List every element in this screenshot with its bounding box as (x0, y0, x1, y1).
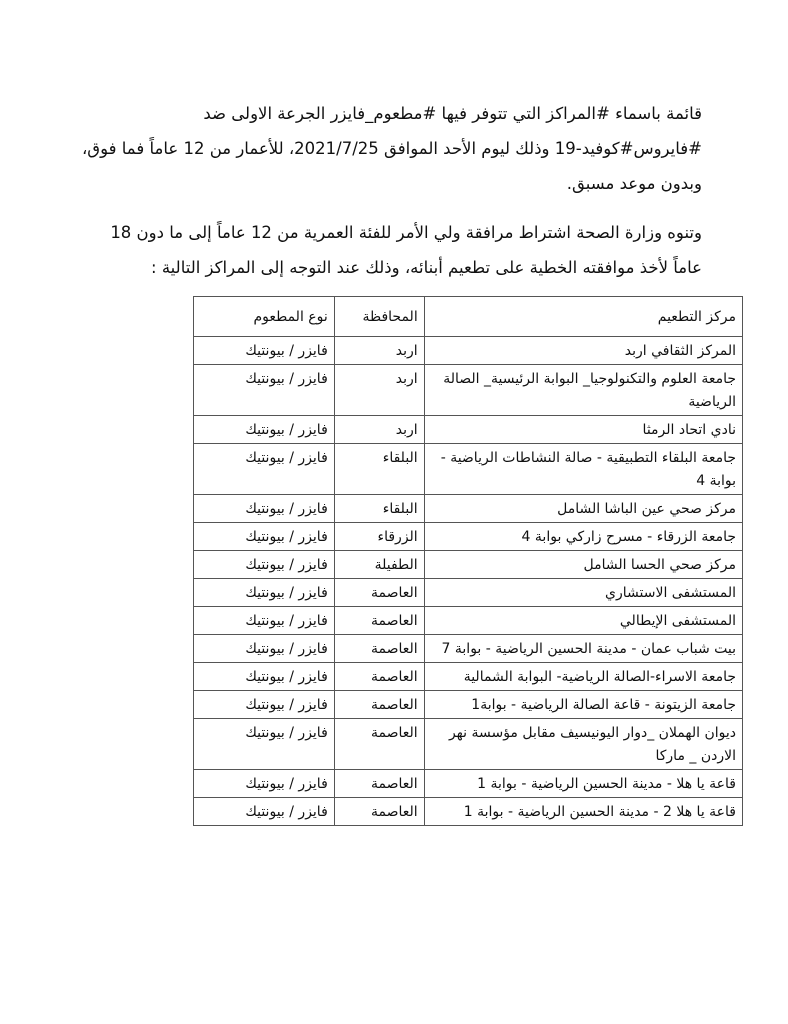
cell-vaccine: فايزر / بيونتيك (194, 607, 335, 635)
cell-center: جامعة الزرقاء - مسرح زاركي بوابة 4 (424, 523, 742, 551)
cell-governorate: اربد (334, 365, 424, 416)
cell-governorate: العاصمة (334, 607, 424, 635)
cell-vaccine: فايزر / بيونتيك (194, 337, 335, 365)
cell-center: نادي اتحاد الرمثا (424, 416, 742, 444)
cell-vaccine: فايزر / بيونتيك (194, 495, 335, 523)
cell-governorate: البلقاء (334, 495, 424, 523)
cell-center: قاعة يا هلا 2 - مدينة الحسين الرياضية - بوابة 1 (424, 798, 742, 826)
table-row (194, 337, 743, 365)
cell-vaccine: فايزر / بيونتيك (194, 635, 335, 663)
cell-vaccine: فايزر / بيونتيك (194, 416, 335, 444)
cell-governorate: العاصمة (334, 635, 424, 663)
vaccination-centers-table (193, 296, 743, 826)
cell-vaccine: فايزر / بيونتيك (194, 365, 335, 416)
table-row (194, 365, 743, 416)
cell-center: جامعة الاسراء-الصالة الرياضية- البوابة الشمالية (424, 663, 742, 691)
cell-governorate: العاصمة (334, 719, 424, 770)
cell-center: جامعة العلوم والتكنولوجيا_ البوابة الرئيسية_ الصالة الرياضية (424, 365, 742, 416)
cell-governorate: العاصمة (334, 691, 424, 719)
cell-vaccine: فايزر / بيونتيك (194, 719, 335, 770)
cell-center: قاعة يا هلا - مدينة الحسين الرياضية - بوابة 1 (424, 770, 742, 798)
table-row (194, 551, 743, 579)
table-row (194, 663, 743, 691)
cell-vaccine: فايزر / بيونتيك (194, 770, 335, 798)
cell-governorate: العاصمة (334, 770, 424, 798)
cell-center: جامعة البلقاء التطبيقية - صالة النشاطات الرياضية - بوابة 4 (424, 444, 742, 495)
table-row (194, 607, 743, 635)
table-row (194, 635, 743, 663)
cell-governorate: الزرقاء (334, 523, 424, 551)
table-row (194, 444, 743, 495)
cell-center: المستشفى الاستشاري (424, 579, 742, 607)
cell-center: ديوان الهملان _دوار اليونيسيف مقابل مؤسسة نهر الاردن _ ماركا (424, 719, 742, 770)
header-center: مركز التطعيم (424, 297, 742, 337)
cell-center: مركز صحي عين الباشا الشامل (424, 495, 742, 523)
cell-center: المستشفى الإيطالي (424, 607, 742, 635)
cell-governorate: العاصمة (334, 579, 424, 607)
cell-vaccine: فايزر / بيونتيك (194, 691, 335, 719)
intro-paragraph-1: قائمة باسماء #المراكز التي تتوفر فيها #مطعوم_فايزر الجرعة الاولى ضد #فايروس#كوفيد-19 وذلك ليوم الأحد الموافق 2021/7/25، للأعمار من 12 عاماً فما فوق، وبدون موعد مسبق. (81, 104, 702, 193)
header-governorate: المحافظة (334, 297, 424, 337)
cell-governorate: اربد (334, 416, 424, 444)
table-row (194, 770, 743, 798)
table-header-row (194, 297, 743, 337)
intro-paragraph-2: وتنوه وزارة الصحة اشتراط مرافقة ولي الأمر للفئة العمرية من 12 عاماً إلى ما دون 18 عاماً لأخذ موافقته الخطية على تطعيم أبنائه، وذلك عند التوجه إلى المراكز التالية : (110, 223, 702, 277)
table-row (194, 691, 743, 719)
cell-center: مركز صحي الحسا الشامل (424, 551, 742, 579)
cell-vaccine: فايزر / بيونتيك (194, 798, 335, 826)
cell-vaccine: فايزر / بيونتيك (194, 444, 335, 495)
table-row (194, 495, 743, 523)
cell-governorate: البلقاء (334, 444, 424, 495)
table-row (194, 523, 743, 551)
cell-governorate: اربد (334, 337, 424, 365)
cell-vaccine: فايزر / بيونتيك (194, 523, 335, 551)
cell-governorate: العاصمة (334, 663, 424, 691)
cell-center: المركز الثقافي اربد (424, 337, 742, 365)
table-row (194, 798, 743, 826)
header-vaccine: نوع المطعوم (194, 297, 335, 337)
cell-vaccine: فايزر / بيونتيك (194, 551, 335, 579)
cell-vaccine: فايزر / بيونتيك (194, 579, 335, 607)
table-row (194, 579, 743, 607)
table-body (194, 337, 743, 826)
cell-governorate: الطفيلة (334, 551, 424, 579)
cell-governorate: العاصمة (334, 798, 424, 826)
table-row (194, 416, 743, 444)
cell-center: بيت شباب عمان - مدينة الحسين الرياضية - بوابة 7 (424, 635, 742, 663)
table-row (194, 719, 743, 770)
cell-center: جامعة الزيتونة - قاعة الصالة الرياضية - بوابة1 (424, 691, 742, 719)
cell-vaccine: فايزر / بيونتيك (194, 663, 335, 691)
